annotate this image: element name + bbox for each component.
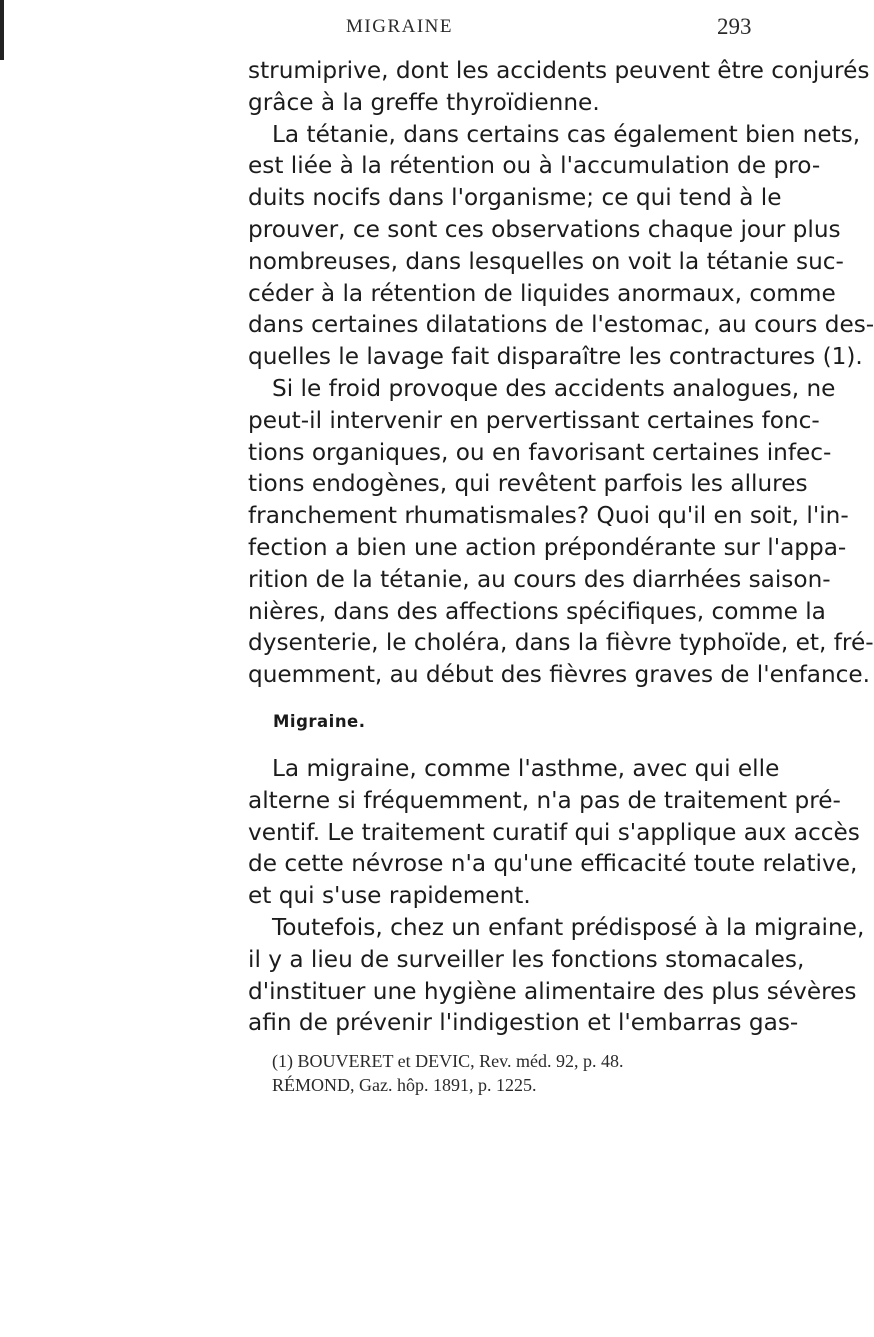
paragraph-3 xyxy=(248,373,874,691)
text-line: La migraine, comme l'asthme, avec qui elle xyxy=(272,754,780,782)
paragraph-4 xyxy=(248,753,860,912)
text-line: nières, dans des affections spécifiques, comme la xyxy=(248,597,826,625)
text-line: quemment, au début des fièvres graves de l'enfance. xyxy=(248,661,871,689)
text-line: de cette névrose n'a qu'une efficacité toute relative, xyxy=(248,850,858,878)
text-line: grâce à la greffe thyroïdienne. xyxy=(248,88,600,116)
running-title: MIGRAINE xyxy=(346,16,453,37)
paragraph-1 xyxy=(248,55,870,119)
footnotes xyxy=(248,1049,768,1097)
text-line: d'instituer une hygiène alimentaire des plus sévères xyxy=(248,977,857,1005)
paragraph-5 xyxy=(248,912,865,1039)
text-line: La tétanie, dans certains cas également bien nets, xyxy=(272,120,861,148)
text-line: rition de la tétanie, au cours des diarrhées saison- xyxy=(248,565,831,593)
text-line: ventif. Le traitement curatif qui s'applique aux accès xyxy=(248,818,860,846)
text-line: Si le froid provoque des accidents analogues, ne xyxy=(272,374,836,402)
text-line: céder à la rétention de liquides anormaux, comme xyxy=(248,279,836,307)
footnote: (1) BOUVERET et DEVIC, Rev. méd. 92, p. 48. xyxy=(272,1051,624,1072)
text-line: afin de prévenir l'indigestion et l'embarras gas- xyxy=(248,1009,799,1037)
text-line: peut-il intervenir en pervertissant certaines fonc- xyxy=(248,406,820,434)
footnote: RÉMOND, Gaz. hôp. 1891, p. 1225. xyxy=(272,1075,537,1096)
text-line: strumiprive, dont les accidents peuvent être conjurés xyxy=(248,57,870,84)
text-line: nombreuses, dans lesquelles on voit la tétanie suc- xyxy=(248,247,844,275)
text-line: et qui s'use rapidement. xyxy=(248,882,531,910)
text-line: alterne si fréquemment, n'a pas de traitement pré- xyxy=(248,786,841,814)
text-line: fection a bien une action prépondérante sur l'appa- xyxy=(248,533,847,561)
text-line: Toutefois, chez un enfant prédisposé à la migraine, xyxy=(272,913,865,941)
text-line: est liée à la rétention ou à l'accumulation de pro- xyxy=(248,152,821,180)
paragraph-2 xyxy=(248,119,874,373)
text-line: tions organiques, ou en favorisant certaines infec- xyxy=(248,438,832,466)
text-line: dans certaines dilatations de l'estomac, au cours des- xyxy=(248,311,874,339)
text-line: il y a lieu de surveiller les fonctions stomacales, xyxy=(248,945,805,973)
text-line: quelles le lavage fait disparaître les contractures (1). xyxy=(248,343,863,371)
page-number: 293 xyxy=(717,14,752,39)
text-line: prouver, ce sont ces observations chaque jour plus xyxy=(248,215,841,243)
text-line: franchement rhumatismales? Quoi qu'il en soit, l'in- xyxy=(248,502,849,530)
section-heading: Migraine. xyxy=(273,711,366,731)
running-header xyxy=(0,16,800,46)
text-line: tions endogènes, qui revêtent parfois les allures xyxy=(248,470,808,498)
main-text xyxy=(248,55,874,1097)
text-line: duits nocifs dans l'organisme; ce qui tend à le xyxy=(248,184,782,212)
text-line: dysenterie, le choléra, dans la fièvre typhoïde, et, fré- xyxy=(248,629,874,657)
